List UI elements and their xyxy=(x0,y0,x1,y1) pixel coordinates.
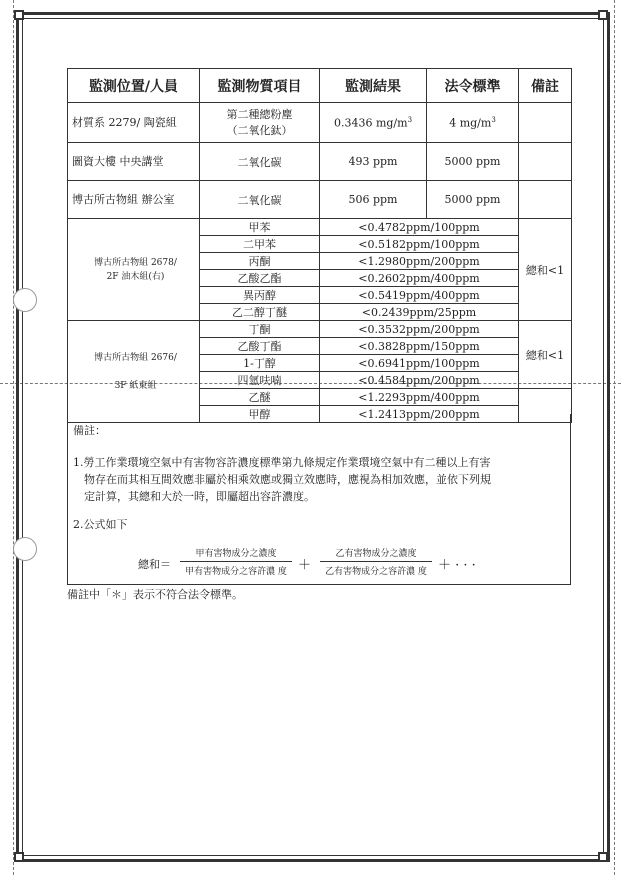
cell-value: <0.6941ppm/100ppm xyxy=(320,355,519,372)
cell-item: 甲醇 xyxy=(200,406,320,423)
location-line1: 博古所古物組 2676/ xyxy=(94,352,177,363)
location-line2: 2F 油木組(右) xyxy=(106,271,165,282)
cell-item: 二甲苯 xyxy=(200,236,320,253)
cell-value: <1.2293ppm/400ppm xyxy=(320,389,519,406)
cell-result: 493 ppm xyxy=(320,143,427,181)
item-line2: （二氧化鈦） xyxy=(226,123,293,137)
unit-superscript: 3 xyxy=(407,115,413,124)
cell-item: 丁酮 xyxy=(200,321,320,338)
binder-hole-top xyxy=(13,288,37,312)
formula-lhs: 總和＝ xyxy=(138,558,171,571)
cell-note-group1: 總和<1 xyxy=(519,219,572,321)
cell-standard xyxy=(427,103,519,143)
header-result: 監測結果 xyxy=(320,69,427,103)
fraction-2-denominator: 乙有害物成分之容許濃 度 xyxy=(325,567,427,577)
cell-standard: 5000 ppm xyxy=(427,143,519,181)
note-1-line1: 1.勞工作業環境空氣中有害物容許濃度標準第九條規定作業環境空氣中有二種以上有害 xyxy=(73,456,491,469)
cell-item: 丙酮 xyxy=(200,253,320,270)
item-line1: 第二種總粉塵 xyxy=(226,107,293,121)
header-location: 監測位置/人員 xyxy=(68,69,200,103)
cell-location: 圖資大樓 中央講堂 xyxy=(68,143,200,181)
cell-item: 二氧化碳 xyxy=(200,181,320,219)
note-2: 2.公式如下 xyxy=(73,518,128,531)
table-row xyxy=(68,321,572,338)
cell-note xyxy=(519,103,572,143)
table-row xyxy=(68,143,572,181)
cell-standard: 5000 ppm xyxy=(427,181,519,219)
fraction-1-denominator: 甲有害物成分之容許濃 度 xyxy=(185,567,287,577)
cell-item xyxy=(200,103,320,143)
cell-result: 506 ppm xyxy=(320,181,427,219)
cell-value: <0.5419ppm/400ppm xyxy=(320,287,519,304)
cell-value: <0.3828ppm/150ppm xyxy=(320,338,519,355)
plus-sign: ＋ xyxy=(298,558,312,573)
note-1-line2: 物存在而其相互間效應非屬於相乘效應或獨立效應時，應視為相加效應，並依下列規 xyxy=(84,473,491,486)
cell-item: 乙酸丁酯 xyxy=(200,338,320,355)
header-note: 備註 xyxy=(519,69,572,103)
table-row xyxy=(68,181,572,219)
fraction-1 xyxy=(180,546,292,577)
fraction-1-numerator: 甲有害物成分之濃度 xyxy=(180,546,292,562)
unit-superscript: 3 xyxy=(491,115,496,124)
cell-item: 1-丁醇 xyxy=(200,355,320,372)
binder-hole-bottom xyxy=(13,537,37,561)
monitoring-table xyxy=(67,68,572,423)
notes-title: 備註： xyxy=(73,424,106,437)
table-row xyxy=(68,103,572,143)
frame-corner-bl xyxy=(14,852,24,862)
header-standard: 法令標準 xyxy=(427,69,519,103)
table-header-row xyxy=(68,69,572,103)
fraction-2 xyxy=(320,546,432,577)
scan-dashed-border-right xyxy=(614,0,615,875)
formula-tail: ＋ · · · xyxy=(438,558,476,573)
cell-item: 二氧化碳 xyxy=(200,143,320,181)
cell-location-group2 xyxy=(68,321,200,423)
cell-item: 甲苯 xyxy=(200,219,320,236)
cell-item: 乙二醇丁醚 xyxy=(200,304,320,321)
location-line1: 博古所古物組 2678/ xyxy=(94,257,177,268)
cell-value: <0.4782ppm/100ppm xyxy=(320,219,519,236)
cell-item: 乙酸乙酯 xyxy=(200,270,320,287)
cell-value: <0.2439ppm/25ppm xyxy=(320,304,519,321)
scan-dashed-border-left xyxy=(13,0,14,875)
cell-value: <0.5182ppm/100ppm xyxy=(320,236,519,253)
cell-location-group1 xyxy=(68,219,200,321)
frame-corner-tr xyxy=(598,10,608,20)
cell-result xyxy=(320,103,427,143)
cell-note xyxy=(519,143,572,181)
notes-box xyxy=(67,414,571,585)
standard-value: 4 mg/m xyxy=(449,116,492,130)
note-1 xyxy=(73,454,563,505)
sum-formula xyxy=(138,546,558,586)
header-item: 監測物質項目 xyxy=(200,69,320,103)
footnote: 備註中「＊」表示不符合法令標準。 xyxy=(67,588,243,601)
cell-item: 異丙醇 xyxy=(200,287,320,304)
cell-location: 材質系 2279/ 陶瓷組 xyxy=(68,103,200,143)
fraction-2-numerator: 乙有害物成分之濃度 xyxy=(320,546,432,562)
location-line2: 3F 紙東組 xyxy=(114,380,157,391)
cell-value: <1.2980ppm/200ppm xyxy=(320,253,519,270)
result-value: 0.3436 mg/m xyxy=(333,116,408,130)
cell-value: <0.4584ppm/200ppm xyxy=(320,372,519,389)
cell-value: <0.3532ppm/200ppm xyxy=(320,321,519,338)
cell-value: <1.2413ppm/200ppm xyxy=(320,406,519,423)
cell-item: 四氫呋喃 xyxy=(200,372,320,389)
cell-note xyxy=(519,181,572,219)
note-1-line3: 定計算，其總和大於一時，即屬超出容許濃度。 xyxy=(84,490,315,503)
cell-note-group2: 總和<1 xyxy=(519,321,572,389)
frame-corner-tl xyxy=(14,10,24,20)
cell-item: 乙醚 xyxy=(200,389,320,406)
cell-location: 博古所古物組 辦公室 xyxy=(68,181,200,219)
cell-value: <0.2602ppm/400ppm xyxy=(320,270,519,287)
frame-corner-br xyxy=(598,852,608,862)
table-row xyxy=(68,219,572,236)
